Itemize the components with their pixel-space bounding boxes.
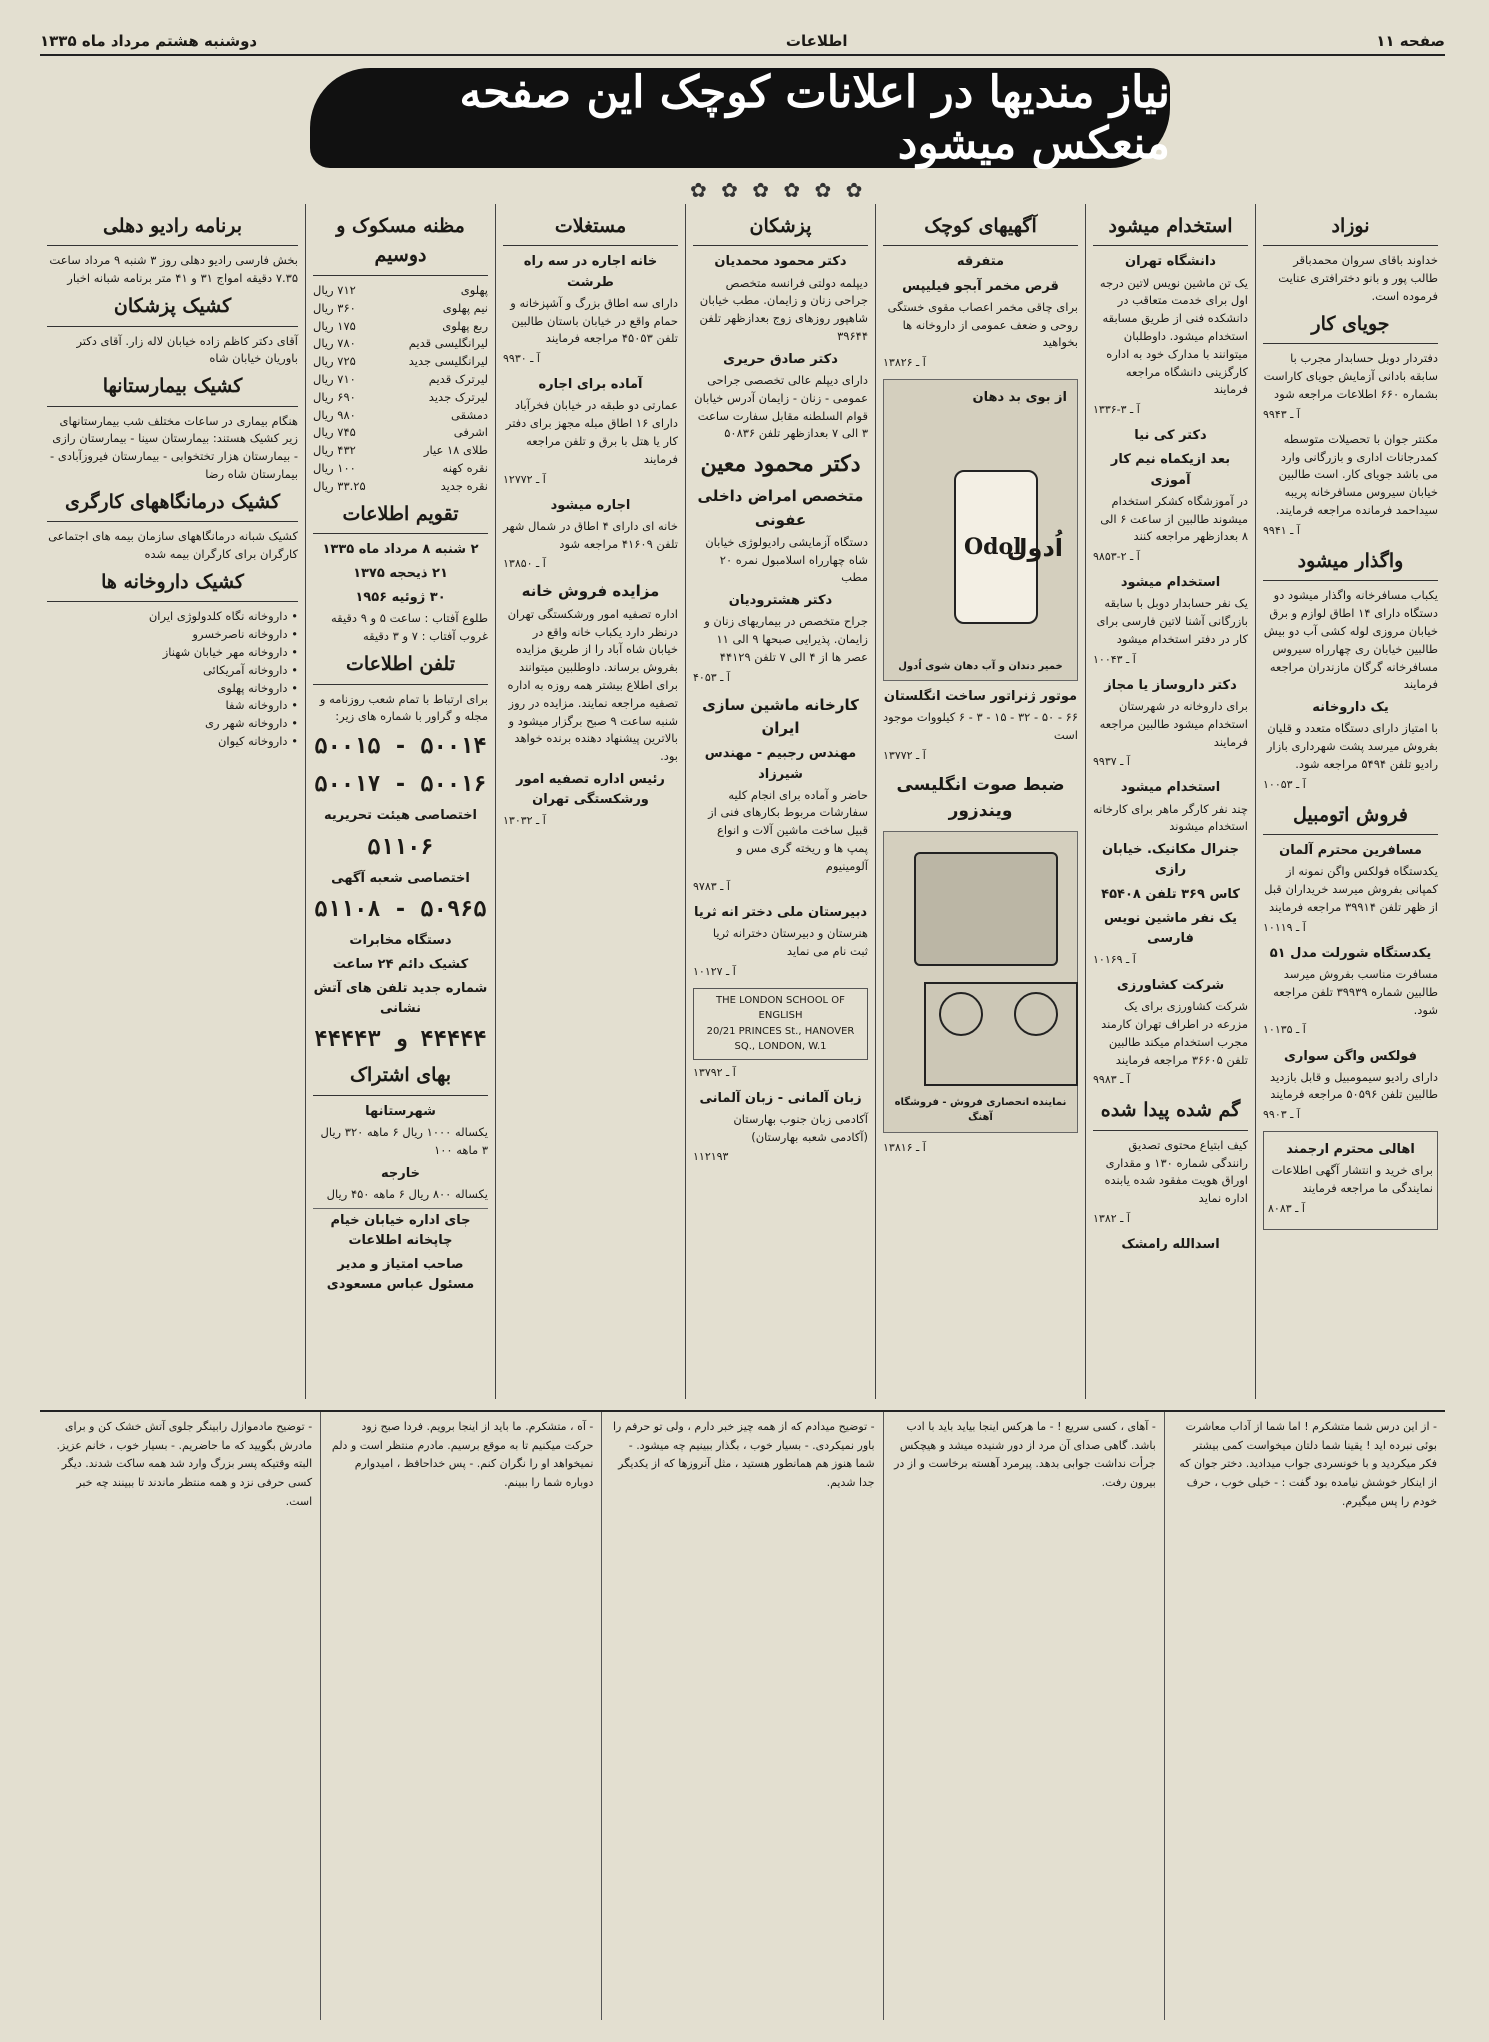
odol-label: اُدول <box>1006 534 1063 563</box>
transfer-heading: واگذار میشود <box>1263 547 1438 581</box>
generator-ref: آ ـ ۱۳۷۷۲ <box>883 748 926 762</box>
coin-name: لیرترک قدیم <box>428 371 488 386</box>
pharmacy-sale-ref: آ ـ ۱۰۰۵۳ <box>1263 777 1306 791</box>
job-ad-1-ref: آ ـ ۹۹۴۳ <box>1263 407 1300 421</box>
gold-price-row <box>313 335 488 353</box>
calendar-date-2: ۲۱ ذیحجه ۱۳۷۵ <box>353 566 448 582</box>
rent-3-title: اجاره میشود <box>550 497 631 513</box>
general-mechanic-title: جنرال مکانیک. خیابان رازی <box>1102 842 1239 878</box>
reel-icon <box>1014 992 1058 1036</box>
rent-1-text: دارای سه اطاق بزرگ و آشپزخانه و حمام واقع در خیابان باستان طالبین تلفن ۴۵۰۵۳ مراجعه فرمایند <box>510 295 678 346</box>
sunrise: طلوع آفتاب : ساعت ۵ و ۹ دقیقه <box>330 611 488 626</box>
yeast-tablet-title: قرص مخمر آبجو فیلیپس <box>902 278 1059 294</box>
coin-price: ۷۱۲ ریال <box>313 282 356 297</box>
coin-price: ۷۴۵ ریال <box>313 425 356 440</box>
car-sale-2-title: یکدستگاه شورلت مدل ۵۱ <box>1269 945 1432 961</box>
london-school-address: 20/21 PRINCES St., HANOVER SQ., LONDON, W.1 <box>706 1025 855 1053</box>
german-class-title: زبان آلمانی - زبان آلمانی <box>699 1090 862 1106</box>
hire-2-title: استخدام میشود <box>1120 575 1221 591</box>
car-sale-2-ref: آ ـ ۱۰۱۳۵ <box>1263 1023 1306 1037</box>
coin-price: ۱۷۵ ریال <box>313 318 356 333</box>
coin-price: ۷۸۰ ریال <box>313 336 356 351</box>
rent-3-ref: آ ـ ۱۳۸۵۰ <box>503 557 546 571</box>
transfer-ad: یکباب مسافرخانه واگذار میشود دو دستگاه دارای ۱۴ اطاق لوازم و برق خیابان مروزی لوله کشی آب دو بیش طالبین خیابان ری چهارراه سیروس مسافرخانه گرگان مازندران مراجعه فرمایند <box>1263 588 1438 692</box>
job-ad-2-ref: آ ـ ۹۹۴۱ <box>1263 523 1300 537</box>
lost-found-heading: گم شده پیدا شده <box>1093 1096 1248 1130</box>
classifieds-banner: نیاز مندیها در اعلانات کوچک این صفحه منعکس میشود <box>310 68 1170 168</box>
pharmacy-list-item: • داروخانه نگاه کلدولوژی ایران <box>148 609 298 624</box>
physicians-heading: پزشکان <box>693 212 868 246</box>
job-ad-1: دفتردار دوبل حسابدار مجرب با سابقه بادانی آزمایش جویای کاراست بشماره ۶۶۰ اطلاعات مراجعه شود <box>1263 351 1438 401</box>
hire-2-text: یک نفر حسابدار دوبل با سابقه بازرگانی آشنا لاتین فارسی برای کار در دفتر استخدام میشود <box>1096 596 1248 646</box>
column-births-jobs <box>1255 204 1445 1399</box>
rent-1-ref: آ ـ ۹۹۳۰ <box>503 352 540 366</box>
subscription-abroad-rates: یکساله ۸۰۰ ریال ۶ ماهه ۴۵۰ ریال <box>326 1186 488 1201</box>
column-services <box>305 204 495 1399</box>
coin-price: ۱۰۰ ریال <box>313 461 356 475</box>
london-school-name: THE LONDON SCHOOL OF ENGLISH <box>716 994 845 1022</box>
car-sale-1-ref: آ ـ ۱۰۱۱۹ <box>1263 920 1306 934</box>
pharmacy-duty-list <box>47 608 298 751</box>
column-employment <box>1085 204 1255 1399</box>
doctor-4-name: دکتر هشترودیان <box>728 593 833 609</box>
gold-price-row <box>313 478 488 496</box>
girls-school-ref: آ ـ ۱۰۱۲۷ <box>693 964 736 978</box>
notice-ref: آ ـ ۸۰۸۳ <box>1268 1202 1305 1216</box>
doctors-duty-heading: کشیک پزشکان <box>47 292 298 326</box>
phone-text: برای ارتباط با تمام شعب روزنامه و مجله و گراور با شماره های زیر: <box>319 691 488 724</box>
car-sale-heading: فروش اتومبیل <box>1263 801 1438 835</box>
gold-price-row <box>313 353 488 371</box>
phones-2: ۵۰۰۱۶ - ۵۰۰۱۷ <box>314 772 487 798</box>
column-real-estate <box>495 204 685 1399</box>
pharmacy-list-item: • داروخانه آمریکائی <box>202 662 298 677</box>
german-class-text: آکادمی زبان جنوب بهارستان (آکادمی شعبه بهارستان) <box>733 1111 868 1144</box>
doctor-4-ref: آ ـ ۴۰۵۳ <box>693 670 730 684</box>
story-column-1: - از این درس شما متشکرم ! اما شما از آداب معاشرت بوئی نبرده اید ! یقینا شما دلتان میخواست کمی بیشتر فکر میکردید و با خونسردی جواب میدادید. دختر جوان که از اینکار خوشش نیامده بود گفت : - خیلی خوب ، حرف خودم را پس میگیرم. <box>1164 1412 1445 2020</box>
coin-price: ۷۱۰ ریال <box>313 371 356 386</box>
coin-price: ۳۳.۲۵ ریال <box>313 478 366 493</box>
notice-text: برای خرید و انتشار آگهی اطلاعات نمایندگی ما مراجعه فرمایند <box>1271 1163 1433 1196</box>
page-number: صفحه ۱۱ <box>1376 32 1445 50</box>
coin-name: ربع پهلوی <box>442 318 488 333</box>
factory-ref: آ ـ ۹۷۸۳ <box>693 879 730 893</box>
university-title: دانشگاه تهران <box>1125 254 1216 270</box>
radio-text: بخش فارسی رادیو دهلی روز ۳ شنبه ۹ مرداد ساعت ۷.۳۵ دقیقه امواج ۳۱ و ۴۱ متر برنامه شبانه اخبار <box>49 253 298 286</box>
factory-text: حاضر و آماده برای انجام کلیه سفارشات مربوط بکارهای فنی از قبیل ساخت ماشین آلات و انواع پمپ ها و ریخته گری مس و آلومینیوم <box>708 787 868 873</box>
odol-advertisement <box>883 379 1078 681</box>
comms-title: دستگاه مخابرات <box>349 932 452 948</box>
real-estate-heading: مستغلات <box>503 212 678 246</box>
factory-title: کارخانه ماشین سازی ایران <box>702 695 859 738</box>
tape-recorder-advertisement <box>883 831 1078 1133</box>
german-class-ref: ۱۱۲۱۹۳ <box>693 1150 729 1164</box>
reel-icon <box>939 992 983 1036</box>
story-column-5: - توضیح مادموازل رابینگر جلوی آتش خشک کن و برای مادرش بگویید که ما حاضریم. - بسیار خوب ، خانم عزیز. البته وقتیکه پسر بزرگ وارد شد همه ساکت شدند. دیگر کسی حرفی نزد و همه منتظر ماندند تا ببینند چه خبر است. <box>56 1420 313 1508</box>
birth-notice: خداوند باقای سروان محمدباقر طالب پور و بانو دخترافتری عنایت فرموده است. <box>1278 253 1438 304</box>
fire-phones-title: شماره جدید تلفن های آتش نشانی <box>313 981 488 1017</box>
coin-price: ۷۲۵ ریال <box>313 354 356 369</box>
misc-heading: متفرقه <box>956 254 1005 270</box>
rent-3-text: خانه ای دارای ۴ اطاق در شمال شهر تلفن ۴۱۶۰۹ مراجعه شود <box>503 518 678 551</box>
gold-price-row <box>313 460 488 478</box>
yeast-tablet-ref: آ ـ ۱۳۸۲۶ <box>883 356 926 370</box>
london-school-ad <box>693 988 868 1060</box>
odol-caption: خمیر دندان و آب دهان شوی اُدول <box>898 660 1063 672</box>
coin-price: ۳۶۰ ریال <box>313 300 356 315</box>
yeast-tablet-text: برای چاقی مخمر اعصاب مقوی خستگی روحی و ضعف عمومی از داروخانه ها بخواهید <box>887 299 1078 350</box>
girls-school-title: دبیرستان ملی دختر انه ثریا <box>693 904 867 920</box>
hire-3-title: استخدام میشود <box>1120 780 1221 796</box>
coin-name: نیم پهلوی <box>442 300 488 315</box>
editorial-phone-title: اختصاصی هیئت تحریریه <box>323 808 478 824</box>
job-seeking-heading: جویای کار <box>1263 310 1438 344</box>
tape-recorder-icon <box>914 852 1058 966</box>
odol-brand: Odol <box>964 534 1022 561</box>
editorial-phone: ۵۱۱۰۶ <box>367 834 434 860</box>
issue-date: دوشنبه هشتم مرداد ماه ۱۳۳۵ <box>40 32 258 50</box>
calendar-heading: تقویم اطلاعات <box>313 500 488 534</box>
coin-price: ۹۸۰ ریال <box>313 407 356 422</box>
pharmacist-text: برای داروخانه در شهرستان استخدام میشود طالبین مراجعه فرمایند <box>1099 698 1248 749</box>
publisher-owner: صاحب امتیاز و مدیر مسئول عباس مسعودی <box>326 1256 475 1293</box>
london-school-ref: آ ـ ۱۳۷۹۲ <box>693 1065 736 1079</box>
coin-name: دمشقی <box>451 407 488 422</box>
gold-price-row <box>313 282 488 300</box>
pharmacy-duty-heading: کشیک داروخانه ها <box>47 568 298 602</box>
pharmacy-list-item: • داروخانه ناصرخسرو <box>192 627 298 642</box>
story-column-3: - توضیح میدادم که از همه چیز خبر دارم ، ولی تو حرفم را باور نمیکردی. - بسیار خوب ، بگذار ببینیم چه میشود. - شما هنوز هم همانطور هستید ، مثل آنروزها که از یکدیگر جدا شدیم. <box>601 1412 882 2020</box>
lost-found-name: اسدالله رامشک <box>1121 1237 1220 1253</box>
subscription-abroad: خارجه <box>381 1165 420 1181</box>
university-ref: آ ـ ۳-۱۳۳۶ <box>1093 403 1140 417</box>
rent-2-title: آماده برای اجاره <box>538 377 643 393</box>
pharmacy-list-item: • داروخانه شفا <box>225 698 298 713</box>
open-hours: کشیک دائم ۲۴ ساعت <box>332 956 469 972</box>
coin-name: لیرانگلیسی قدیم <box>408 336 488 351</box>
training-ref: آ ـ ۲-۹۸۵۳ <box>1093 550 1140 564</box>
rent-2-ref: آ ـ ۱۲۷۷۲ <box>503 472 546 486</box>
ads-phone-title: اختصاصی شعبه آگهی <box>331 870 470 886</box>
auction-title: مزایده فروش خانه <box>521 582 660 601</box>
gold-price-row <box>313 407 488 425</box>
gold-price-row <box>313 371 488 389</box>
pharmacy-list-item: • داروخانه مهر خیابان شهناز <box>162 644 298 659</box>
coin-name: نقره جدید <box>440 478 488 493</box>
car-sale-1-text: یکدستگاه فولکس واگن نمونه از کمپانی بفروش میرسد خریداران قبل از ظهر تلفن ۳۹۹۱۴ مراجعه فرمایند <box>1264 864 1438 915</box>
car-sale-2-text: مسافرت مناسب بفروش میرسد طالبین شماره ۳۹۹۳۹ تلفن مراجعه شود. <box>1273 967 1438 1017</box>
rent-2-text: عمارتی دو طبقه در خیابان فخرآباد دارای ۱۶ اطاق مبله مجهز برای دفتر کار یا هتل با برق و تلفن مراجعه فرمایند <box>505 398 678 466</box>
doctor-name: دکتر کی نیا <box>1134 428 1207 444</box>
agriculture-ref: آ ـ ۹۹۸۳ <box>1093 1073 1130 1087</box>
story-column-2: - آهای ، کسی سریع ! - ما هرکس اینجا بیاید باید با ادب باشد. گاهی صدای آن مرد از دور شنیده میشد و هیچکس جرأت نداشت جوابی بدهد. پیرمرد آهسته برخاست و از در بیرون رفت. <box>883 1412 1164 2020</box>
recorder-dealer: نماینده انحصاری فروش - فروشگاه آهنگ <box>894 1096 1067 1124</box>
coin-price: ۴۳۲ ریال <box>313 443 356 458</box>
doctor-4-text: جراح متخصص در بیماریهای زنان و زایمان. پذیرایی صبحها ۹ الی ۱۱ عصر ها از ۴ الی ۷ تلفن ۴۴۱۲۹ <box>704 614 868 665</box>
gold-price-row <box>313 442 488 460</box>
gold-prices-heading: مظنه مسکوک و دوسیم <box>313 212 488 276</box>
coin-name: لیرانگلیسی جدید <box>408 354 488 369</box>
gold-price-row <box>313 318 488 336</box>
auction-text: اداره تصفیه امور ورشکستگی تهران درنظر دارد یکباب خانه واقع در خیابان شاه آباد را از طریق مزایده بفروش برساند. داوطلبین میتوانند برای اطلاع بیشتر همه روزه به اداره تصفیه مراجعه نمایند. مزایده در روز شنبه ساعت ۹ صبح برگزار میشود و بالاترین پیشنهاد دهنده برنده خواهد بود. <box>507 606 678 764</box>
phone-heading: تلفن اطلاعات <box>313 650 488 684</box>
page-header <box>40 28 1445 56</box>
pharmacy-list-item: • داروخانه پهلوی <box>217 680 298 695</box>
subscription-city-rates: یکساله ۱۰۰۰ ریال ۶ ماهه ۳۲۰ ریال ۳ ماهه ۱۰۰ <box>320 1125 488 1157</box>
ads-phone: ۵۰۹۶۵ - ۵۱۱۰۸ <box>314 896 487 922</box>
notice-title: اهالی محترم ارجمند <box>1286 1142 1415 1158</box>
doctor-3-name: دکتر محمود معین <box>700 451 861 478</box>
pharmacist-ref: آ ـ ۹۹۳۷ <box>1093 755 1130 769</box>
births-heading: نوزاد <box>1263 212 1438 246</box>
hire-3-text: چند نفر کارگر ماهر برای کارخانه استخدام میشوند <box>1093 801 1248 834</box>
doctor-2-name: دکتر صادق حریری <box>723 351 838 367</box>
rent-1-title: خانه اجاره در سه راه طرشت <box>523 254 658 290</box>
story-column-4: - آه ، متشکرم. ما باید از اینجا برویم. فردا صبح زود حرکت میکنیم تا به موقع برسیم. مادرم منتظر است و دلم نمیخواهد او را نگران کنم. - پس خداحافظ ، امیدوارم دوباره شما را ببینم. <box>320 1412 601 2020</box>
car-sale-3-title: فولکس واگن سواری <box>1283 1048 1418 1064</box>
generator-text: ۶۶ - ۵۰ - ۳۲ - ۱۵ - ۳ - ۶ کیلووات موجود است <box>882 710 1078 743</box>
calendar-date-3: ۳۰ ژوئیه ۱۹۵۶ <box>355 590 446 606</box>
pharmacy-sale-text: با امتیاز دارای دستگاه متعدد و قلیان بفروش میرسد پشت شهرداری بازار رادیو تلفن ۵۴۹۴ مراجعه شود. <box>1266 721 1438 771</box>
typist-ref: آ ـ ۱۰۱۶۹ <box>1093 952 1136 966</box>
car-sale-1-title: مسافرین محترم آلمان <box>1279 843 1422 859</box>
doctors-duty-text: آقای دکتر کاظم زاده خیابان لاله زار. آقای دکتر باوریان خیابان شاه <box>76 333 298 366</box>
paper-name: اطلاعات <box>785 32 848 50</box>
recorder-title: ضبط صوت انگلیسی ویندزور <box>896 775 1065 822</box>
job-ad-2: مکنتر جوان با تحصیلات متوسطه کمدرجانات اداری و بازرگانی وارد می باشد جویای کار. است طالبین خیابان سیروس مسافرخانه پریبه سیداحمد فرمانده مراجعه فرمایند. <box>1275 431 1438 518</box>
doctor-3-text: دستگاه آزمایشی رادیولوژی خیابان شاه چهارراه اسلامبول نمره ۲۰ مطب <box>705 534 868 585</box>
classifieds-columns <box>40 204 1445 1399</box>
fire-phones: ۴۴۴۴۴ و ۴۴۴۴۳ <box>314 1027 487 1053</box>
subscription-city: شهرستانها <box>365 1103 436 1119</box>
general-mechanic-phone: کاس ۳۶۹ تلفن ۴۵۴۰۸ <box>1101 886 1240 902</box>
coin-name: پهلوی <box>460 282 488 297</box>
workers-clinic-heading: کشیک درمانگاههای کارگری <box>47 488 298 522</box>
pharmacy-list-item: • داروخانه کیوان <box>217 734 298 748</box>
hospitals-duty-heading: کشیک بیمارستانها <box>47 372 298 406</box>
serial-story <box>40 1410 1445 2020</box>
coin-name: اشرفی <box>453 425 488 440</box>
gold-price-row <box>313 300 488 318</box>
workers-clinic-text: کشیک شبانه درمانگاههای سازمان بیمه های اجتماعی کارگران برای کارگران بیمه شده <box>48 529 298 562</box>
factory-subtitle: مهندس رجبیم - مهندس شیرزاد <box>704 746 857 782</box>
pharmacy-sale-title: یک داروخانه <box>1312 700 1389 716</box>
doctor-1-text: دیپلمه دولتی فرانسه متخصص جراحی زنان و زایمان. مطب خیابان شاهپور روزهای زوج بعدازظهر تلفن ۳۹۶۴۴ <box>699 275 868 344</box>
gold-price-list <box>313 282 488 496</box>
small-ads-heading: آگهیهای کوچک <box>883 212 1078 246</box>
university-text: یک تن ماشین نویس لاتین درجه اول برای خدمت متعاقب در دانشکده فنی از طریق مسابقه استخدام میشود. داوطلبان میتوانند با مدارک خود به اداره کارگزینی دانشگاه مراجعه فرمایند <box>1099 275 1248 397</box>
newspaper-page <box>40 28 1445 2018</box>
hire-2-ref: آ ـ ۱۰۰۴۳ <box>1093 652 1136 666</box>
gold-price-row <box>313 424 488 442</box>
girls-school-text: هنرستان و دبیرستان دخترانه ثریا ثبت نام می نماید <box>712 925 868 958</box>
publisher-address: جای اداره خیابان خیام چاپخانه اطلاعات <box>313 1208 488 1251</box>
auction-ref: آ ـ ۱۳۰۳۲ <box>503 814 546 828</box>
column-small-ads <box>875 204 1085 1399</box>
column-physicians <box>685 204 875 1399</box>
radio-heading: برنامه رادیو دهلی <box>47 212 298 246</box>
gold-price-row <box>313 389 488 407</box>
sunset: غروب آفتاب : ۷ و ۳ دقیقه <box>362 629 488 644</box>
employment-heading: استخدام میشود <box>1093 212 1248 246</box>
car-sale-3-text: دارای رادیو سیمومبیل و قابل بازدید طالبین تلفن ۵۰۵۹۶ مراجعه فرمایند <box>1270 1069 1438 1102</box>
pharmacist-title: دکتر داروساز یا مجاز <box>1104 677 1237 693</box>
pharmacy-list-item: • داروخانه شهر ری <box>205 716 298 731</box>
typist-title: یک نفر ماشین نویس فارسی <box>1103 910 1238 946</box>
doctor-2-text: دارای دیپلم عالی تخصصی جراحی عمومی - زنان - زایمان آدرس خیابان قوام السلطنه مقابل سفارت ساعت ۳ الی ۷ بعدازظهر تلفن ۵۰۸۳۶ <box>694 372 868 441</box>
generator-title: موتور ژنراتور ساخت انگلستان <box>883 689 1078 705</box>
ornament-divider: ✿ ✿ ✿ ✿ ✿ ✿ <box>690 178 867 202</box>
odol-headline: از بوی بد دهان <box>972 390 1067 406</box>
doctor-3-specialty: متخصص امراض داخلی عفونی <box>697 487 864 529</box>
training-text: در آموزشگاه کشکر استخدام میشوند طالبین از ساعت ۶ الی ۸ بعدازظهر مراجعه کنند <box>1100 493 1248 544</box>
auction-signature: رئیس اداره تصفیه امور ورشکستگی تهران <box>516 772 665 808</box>
subscription-heading: بهای اشتراک <box>313 1061 488 1095</box>
coin-name: لیرترک جدید <box>428 389 488 404</box>
agriculture-title: شرکت کشاورزی <box>1116 977 1225 993</box>
phones-1: ۵۰۰۱۴ - ۵۰۰۱۵ <box>314 734 487 760</box>
lost-found-ref: آ ـ ۱۳۸۲ <box>1093 1212 1130 1226</box>
doctor-1-name: دکتر محمود محمدیان <box>714 254 847 270</box>
hospitals-duty-text: هنگام بیماری در ساعات مختلف شب بیمارستانهای زیر کشیک هستند: بیمارستان سینا - بیمارستان رازی - بیمارستان هزار تختخوابی - بیمارستان فیروزآبادی - بیمارستان شاه رضا <box>50 413 298 481</box>
coin-name: طلای ۱۸ عیار <box>423 443 488 458</box>
coin-price: ۶۹۰ ریال <box>313 389 356 404</box>
coin-name: نقره کهنه <box>442 461 488 475</box>
recorder-ref: آ ـ ۱۳۸۱۶ <box>883 1140 926 1154</box>
agriculture-text: شرکت کشاورزی برای یک مزرعه در اطراف تهران کارمند مجرب استخدام میکند طالبین تلفن ۳۶۶۰۵ مراجعه فرمایند <box>1101 999 1248 1067</box>
column-radio-duty <box>40 204 305 1399</box>
car-sale-3-ref: آ ـ ۹۹۰۳ <box>1263 1108 1300 1122</box>
calendar-date-1: ۲ شنبه ۸ مرداد ماه ۱۳۳۵ <box>322 542 479 558</box>
training-title: بعد ازیکماه نیم کار آموزی <box>1110 452 1231 488</box>
lost-found-text: کیف ابتیاع محتوی تصدیق رانندگی شماره ۱۳۰ و مقداری اوراق هویت مفقود شده یابنده اداره نماید <box>1104 1137 1248 1206</box>
